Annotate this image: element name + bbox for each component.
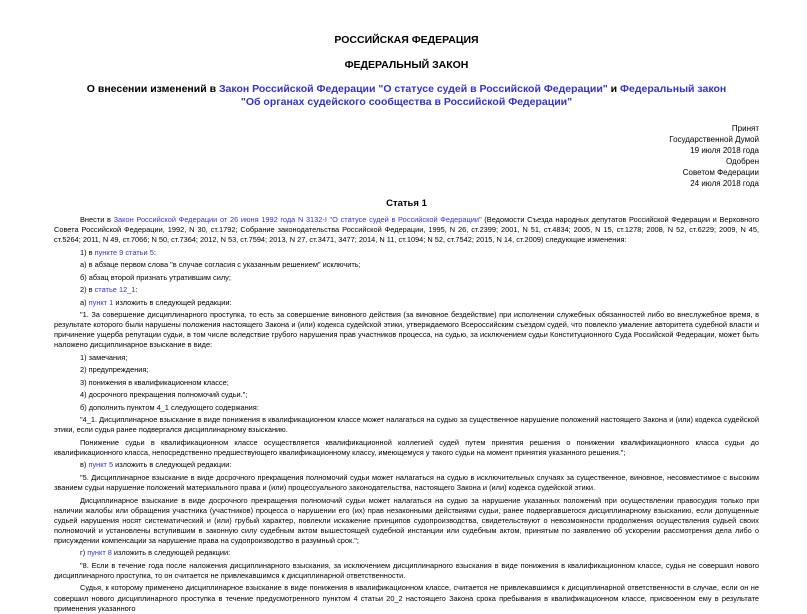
link-article-5-item-9[interactable]: пункте 9 статьи 5	[94, 247, 154, 257]
link-item-1[interactable]: пункт 1	[88, 297, 114, 307]
paragraph: б) абзац второй признать утратившим силу;	[80, 272, 231, 282]
paragraph: 4) досрочного прекращения полномочий судьи.";	[80, 390, 248, 400]
paragraph: Дисциплинарное взыскание в виде досрочного прекращения полномочий судьи может налагаться на судью за нарушение указанных положений при осуществлении правосудия только при наличии жалобы или обращения участника (участников) процесса о нарушении его (их) прав незаконными действиями судьи, ранее подвергавшегося дисциплинарному взысканию, если допущенные судьей нарушения носят систематический и (или) грубый характер, повлекли искажение принципов судопроизводства, свидетельствуют о невозможности продолжения осуществления судьей своих полномочий и установлены вступившим в законную силу судебным актом вышестоящей судебной инстанции или судебным актом, принятым по заявлению об ускорении рассмотрения дела либо о присуждении компенсации за нарушение права на судопроизводство в разумный срок.";	[54, 495, 759, 545]
paragraph: 1) в пункте 9 статьи 5:	[80, 247, 156, 257]
paragraph: "5. Дисциплинарное взыскание в виде досрочного прекращения полномочий судьи может налагаться на судью в исключительных случаях за существенное, виновное, несовместимое с высоким званием судьи нарушение положений материального права и (или) процессуального законодательства, настоящего Закона и (или) кодекса судейской этики.	[54, 472, 759, 493]
paragraph: "4_1. Дисциплинарное взыскание в виде понижения в квалификационном классе может налагаться на судью за существенное нарушение положений настоящего Закона и (или) кодекса судейской этики, если судья ранее подвергался дисциплинарному взысканию.	[54, 415, 759, 435]
article-heading: Статья 1	[386, 198, 427, 209]
paragraph: г) пункт 8 изложить в следующей редакции:	[80, 548, 231, 558]
paragraph: "8. Если в течение года после наложения дисциплинарного взыскания, за исключением дисциплинарного взыскания в виде понижения в квалификационном классе, судья не совершил нового дисциплинарного проступка, то он считается не привлекавшимся к дисциплинарной ответственности.	[54, 560, 759, 580]
link-law-3132[interactable]: Закон Российской Федерации от 26 июня 1992 года N 3132-I "О статусе судей в Российской Федерации"	[113, 215, 482, 224]
paragraph: "1. За совершение дисциплинарного проступка, то есть за совершение виновного действия (за виновное бездействие) при исполнении служебных обязанностей либо во внеслужебное время, в результате которого были нарушены положения настоящего Закона и (или) кодекса судейской этики, утверждаемого Всероссийским съездом судей, что повлекло умаление авторитета судебной власти и причинение ущерба репутации судьи, в том числе вследствие грубого нарушения прав участников процесса, на судью, за исключением судьи Конституционного Суда Российской Федерации, может быть наложено дисциплинарное взыскание в виде:	[54, 310, 759, 350]
paragraph: 2) в статье 12_1:	[80, 285, 138, 295]
adoption-block: Принят Государственной Думой 19 июля 2018 года Одобрен Советом Федерации 24 июля 2018 года	[669, 124, 759, 188]
link-article-12-1[interactable]: статье 12_1	[94, 285, 136, 295]
paragraph: б) дополнить пунктом 4_1 следующего содержания:	[80, 402, 259, 412]
paragraph: 2) предупреждения;	[80, 365, 149, 375]
paragraph: а) пункт 1 изложить в следующей редакции:	[80, 297, 232, 307]
paragraph: Судья, к которому применено дисциплинарное взыскание в виде понижения в квалификационном классе, считается не привлекавшимся к дисциплинарной ответственности в случае, если он не совершил нового дисциплинарного проступка в течение предусмотренного пунктом 4 статьи 20_2 настоящего Закона срока пребывания в квалификационном классе, присвоенном ему в результате применения указанного	[54, 583, 759, 613]
link-judicial-community-law[interactable]: Федеральный закон "Об органах судейского сообщества в Российской Федерации"	[240, 83, 727, 108]
link-item-5[interactable]: пункт 5	[88, 460, 114, 470]
link-item-8[interactable]: пункт 8	[87, 548, 112, 558]
country-heading: РОССИЙСКАЯ ФЕДЕРАЦИЯ	[334, 34, 479, 46]
paragraph: Понижение судьи в квалификационном классе осуществляется квалификационной коллегией судей путем принятия решения о понижении квалификационного класса судьи до квалификационного класса, непосредственно предшествующего квалификационному классу, имеющемуся у такого судьи на момент принятия указанного решения.";	[54, 437, 759, 457]
paragraph: а) в абзаце первом слова "в случае согласия с указанным решением" исключить;	[80, 260, 361, 270]
paragraph: 1) замечания;	[80, 352, 128, 362]
paragraph: в) пункт 5 изложить в следующей редакции:	[80, 460, 232, 470]
law-type-heading: ФЕДЕРАЛЬНЫЙ ЗАКОН	[344, 59, 469, 71]
link-status-judges-law[interactable]: Закон Российской Федерации "О статусе судей в Российской Федерации"	[218, 83, 608, 95]
paragraph: Внести в Закон Российской Федерации от 26 июня 1992 года N 3132-I "О статусе судей в Российской Федерации" (Ведомости Съезда народных депутатов Российской Федерации и Верховного Совета Российской Федерации, 1992, N 30, ст.1792; Собрание законодательства Российской Федерации, 1995, N 26, ст.2399; 2001, N 51, ст.4834; 2005, N 15, ст.1278; 2008, N 52, ст.6229; 2009, N 45, ст.5264; 2011, N 49, ст.7066; N 50, ст.7364; 2012, N 53, ст.7594; 2013, N 27, ст.3471, 3477; 2014, N 11, ст.1094; N 52, ст.7542; 2015, N 14, ст.2009) следующие изменения:	[54, 215, 760, 245]
law-title: О внесении изменений в Закон Российской Федерации "О статусе судей в Российской Федерации" и Федеральный закон "Об органах судейского сообщества в Российской Федерации"	[86, 83, 727, 108]
paragraph: 3) понижения в квалификационном классе;	[80, 377, 229, 387]
